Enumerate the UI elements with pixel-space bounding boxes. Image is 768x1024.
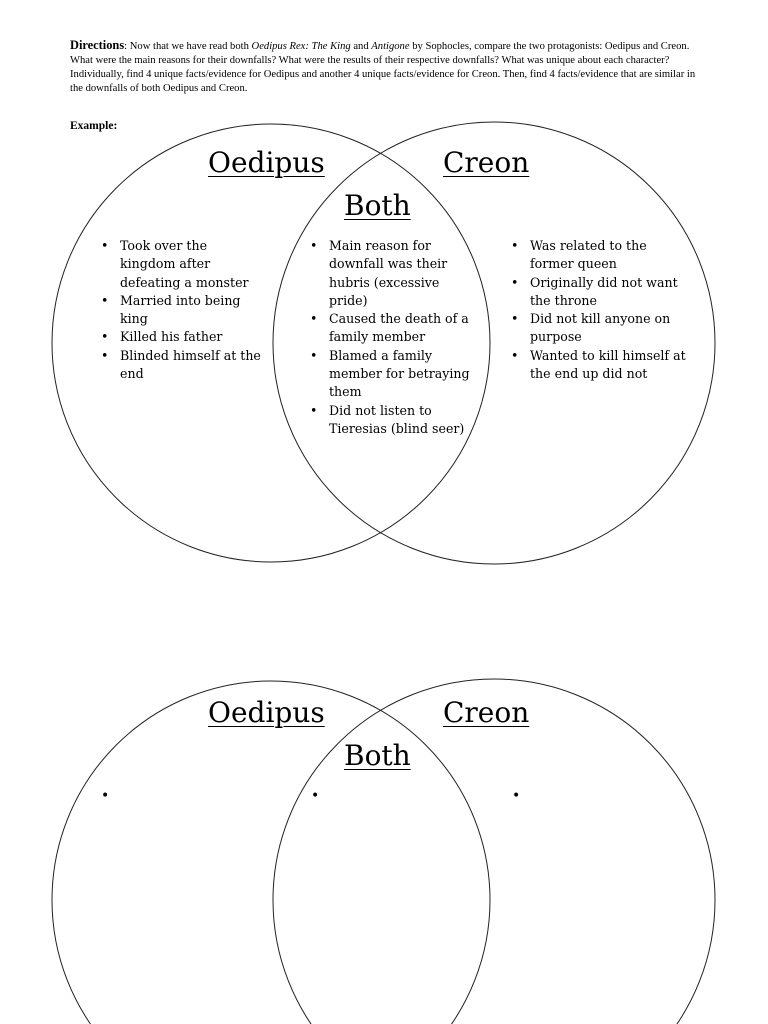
example-creon-list [511,237,686,383]
directions-work-1: Oedipus Rex: The King [251,41,351,52]
example-oedipus-title: Oedipus [208,146,325,179]
list-item: • Married into being king [101,292,261,329]
blank-creon-bullet: • [512,788,521,804]
blank-oedipus-bullet: • [101,788,110,804]
list-item: • Caused the death of a family member [310,310,470,347]
blank-both-bullet: • [311,788,320,804]
blank-creon-circle [273,679,715,1024]
example-both-title: Both [344,189,411,222]
blank-oedipus-title: Oedipus [208,696,325,729]
list-item: • Took over the kingdom after defeating a monster [101,237,261,292]
example-label: Example: [70,120,118,132]
list-item: • Did not kill anyone on purpose [511,310,686,347]
directions-work-2: Antigone [371,41,410,52]
list-item: • Wanted to kill himself at the end up did not [511,347,686,384]
directions-text-3: by Sophocles, compare the two protagonists: Oedipus and Creon. What were the main reasons for their downfalls? What were the results of their respective downfalls? What was unique about each character? [70,41,690,66]
directions-label: Directions [70,38,125,52]
list-item: • Did not listen to Tieresias (blind seer) [310,402,470,439]
directions-text-2: and [350,41,372,52]
blank-oedipus-circle [52,681,490,1024]
blank-creon-title: Creon [443,696,530,729]
list-item: • Blinded himself at the end [101,347,261,384]
example-creon-title: Creon [443,146,530,179]
list-item: • Main reason for downfall was their hubris (excessive pride) [310,237,470,310]
list-item: • Originally did not want the throne [511,274,686,311]
list-item: • Was related to the former queen [511,237,686,274]
list-item: • Blamed a family member for betraying them [310,347,470,402]
blank-both-title: Both [344,739,411,772]
directions-paragraph-2: Individually, find 4 unique facts/evidence for Oedipus and another 4 unique facts/evidence for Creon. Then, find 4 facts/evidence that are similar in the downfalls of both Oedipus and Creon. [70,69,696,94]
list-item: • Killed his father [101,328,261,346]
example-oedipus-list [101,237,261,383]
example-both-list [310,237,470,438]
directions-text-1: : Now that we have read both [124,41,252,52]
